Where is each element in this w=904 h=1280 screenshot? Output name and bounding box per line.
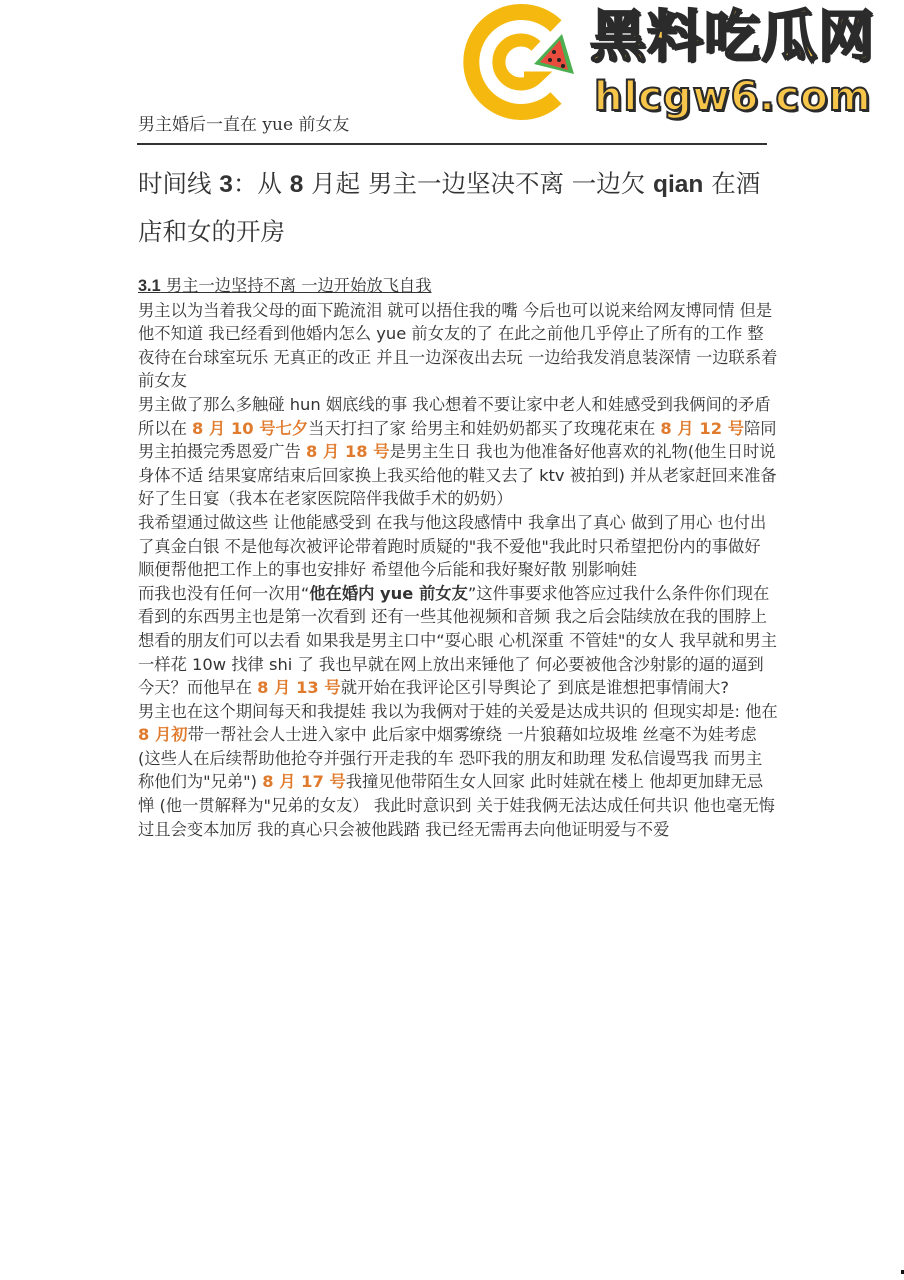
title-part: 时间线: [138, 169, 220, 198]
paragraph-3: 我希望通过做这些 让他能感受到 在我与他这段感情中 我拿出了真心 做到了用心 也付出了真金白银 不是他每次被评论带着跑时质疑的"我不爱他"我此时只希望把份内的事做好 顺便帮他把工作上的事也安排好 希望他今后能和我好聚好散 别影响娃: [138, 512, 767, 580]
title-part: ：从: [232, 169, 290, 198]
logo-url[interactable]: hlcgw6.com: [594, 74, 872, 120]
text-run: 当天打扫了家 给男主和娃奶奶都买了玫瑰花束在: [308, 418, 661, 438]
date-highlight: 8 月初: [138, 725, 188, 745]
text-run: ”这件事要求他答应过我什么条件你们现在看到的东西男主也是第一次看到 还有一些其他视频和音频 我之后会陆续放在我的围脖上 想看的朋友们可以去看 如果我是男主口中“耍心眼 心机深重 不管娃"的女人 我早就和男主一样花 10w 找律 shi 了 我也早就在网上放出来锤他了 何必要被他含沙射影的逼的逼到今天？而他早在: [138, 583, 778, 698]
date-highlight: 8 月 12 号: [660, 418, 744, 438]
date-highlight: 8 月 10 号七夕: [192, 418, 309, 438]
paragraph-1: 男主以为当着我父母的面下跪流泪 就可以捂住我的嘴 今后也可以说来给网友博同情 但是他不知道 我已经看到他婚内怎么 yue 前女友的了 在此之前他几乎停止了所有的工作 整夜待在台球室玩乐 无真正的改正 并且一边深夜出去玩 一边给我发消息装深情 一边联系着前女友: [138, 300, 778, 391]
paragraph-4: [138, 582, 778, 700]
text-run: 而我也没有任何一次用“: [138, 583, 310, 603]
site-logo[interactable]: [462, 4, 892, 120]
text-run: 男主做了那么多触碰 hun 姻底线的事 我心想着不要让家中老人和娃感受到我俩间的矛盾 所以在: [138, 394, 771, 438]
section-heading: [138, 274, 778, 299]
text-run: 陪同男主拍摄完秀恩爱广告: [138, 418, 777, 462]
text-run: 男主也在这个期间每天和我提娃 我以为我俩对于娃的关爱是达成共识的 但现实却是: 他在: [138, 701, 778, 721]
date-highlight: 8 月 18 号: [306, 442, 390, 462]
watermelon-c-logo-icon: [462, 4, 580, 120]
title-number: 8: [289, 171, 304, 198]
logo-title: 黑料吃瓜网: [590, 5, 875, 70]
title-number: 3: [219, 171, 233, 198]
text-run: 是男主生日 我也为他准备好他喜欢的礼物(他生日时说身体不适 结果宴席结束后回家换上我买给他的鞋又去了 ktv 被拍到) 并从老家赶回来准备好了生日宴（我本在老家医院陪伴我做手术的奶奶）: [138, 442, 777, 509]
page-title: [138, 160, 778, 255]
article-body: [138, 274, 778, 841]
title-word: qian: [653, 171, 704, 198]
paragraph-5: [138, 700, 778, 842]
section-heading-text: 男主一边坚持不离 一边开始放飞自我: [160, 276, 432, 295]
title-part: 月起 男主一边坚决不离 一边欠: [303, 169, 654, 198]
running-header: 男主婚后一直在 yue 前女友: [138, 115, 350, 135]
date-highlight: 8 月 13 号: [257, 678, 341, 698]
section-number: 3.1: [138, 277, 161, 295]
date-highlight: 8 月 17 号: [262, 772, 346, 792]
text-run: 带一帮社会人士进入家中 此后家中烟雾缭绕 一片狼藉如垃圾堆 丝毫不为娃考虑 (这些人在后续帮助他抢夺并强行开走我的车 恐吓我的朋友和助理 发私信谩骂我 而男主称他们为"兄弟"): [138, 725, 763, 792]
bold-phrase: 他在婚内 yue 前女友: [309, 583, 468, 603]
text-run: 我撞见他带陌生女人回家 此时娃就在楼上 他却更加肆无忌惮 (他一贯解释为"兄弟的女友） 我此时意识到 关于娃我俩无法达成任何共识 他也毫无悔过且会变本加厉 我的真心只会被他践踏 我已经无需再去向他证明爱与不爱: [138, 772, 775, 839]
title-part: 在酒店和女的开房: [138, 169, 761, 246]
text-run: 就开始在我评论区引导舆论了 到底是谁想把事情闹大?: [340, 678, 730, 698]
header-divider: [137, 143, 767, 145]
paragraph-2: [138, 393, 778, 511]
